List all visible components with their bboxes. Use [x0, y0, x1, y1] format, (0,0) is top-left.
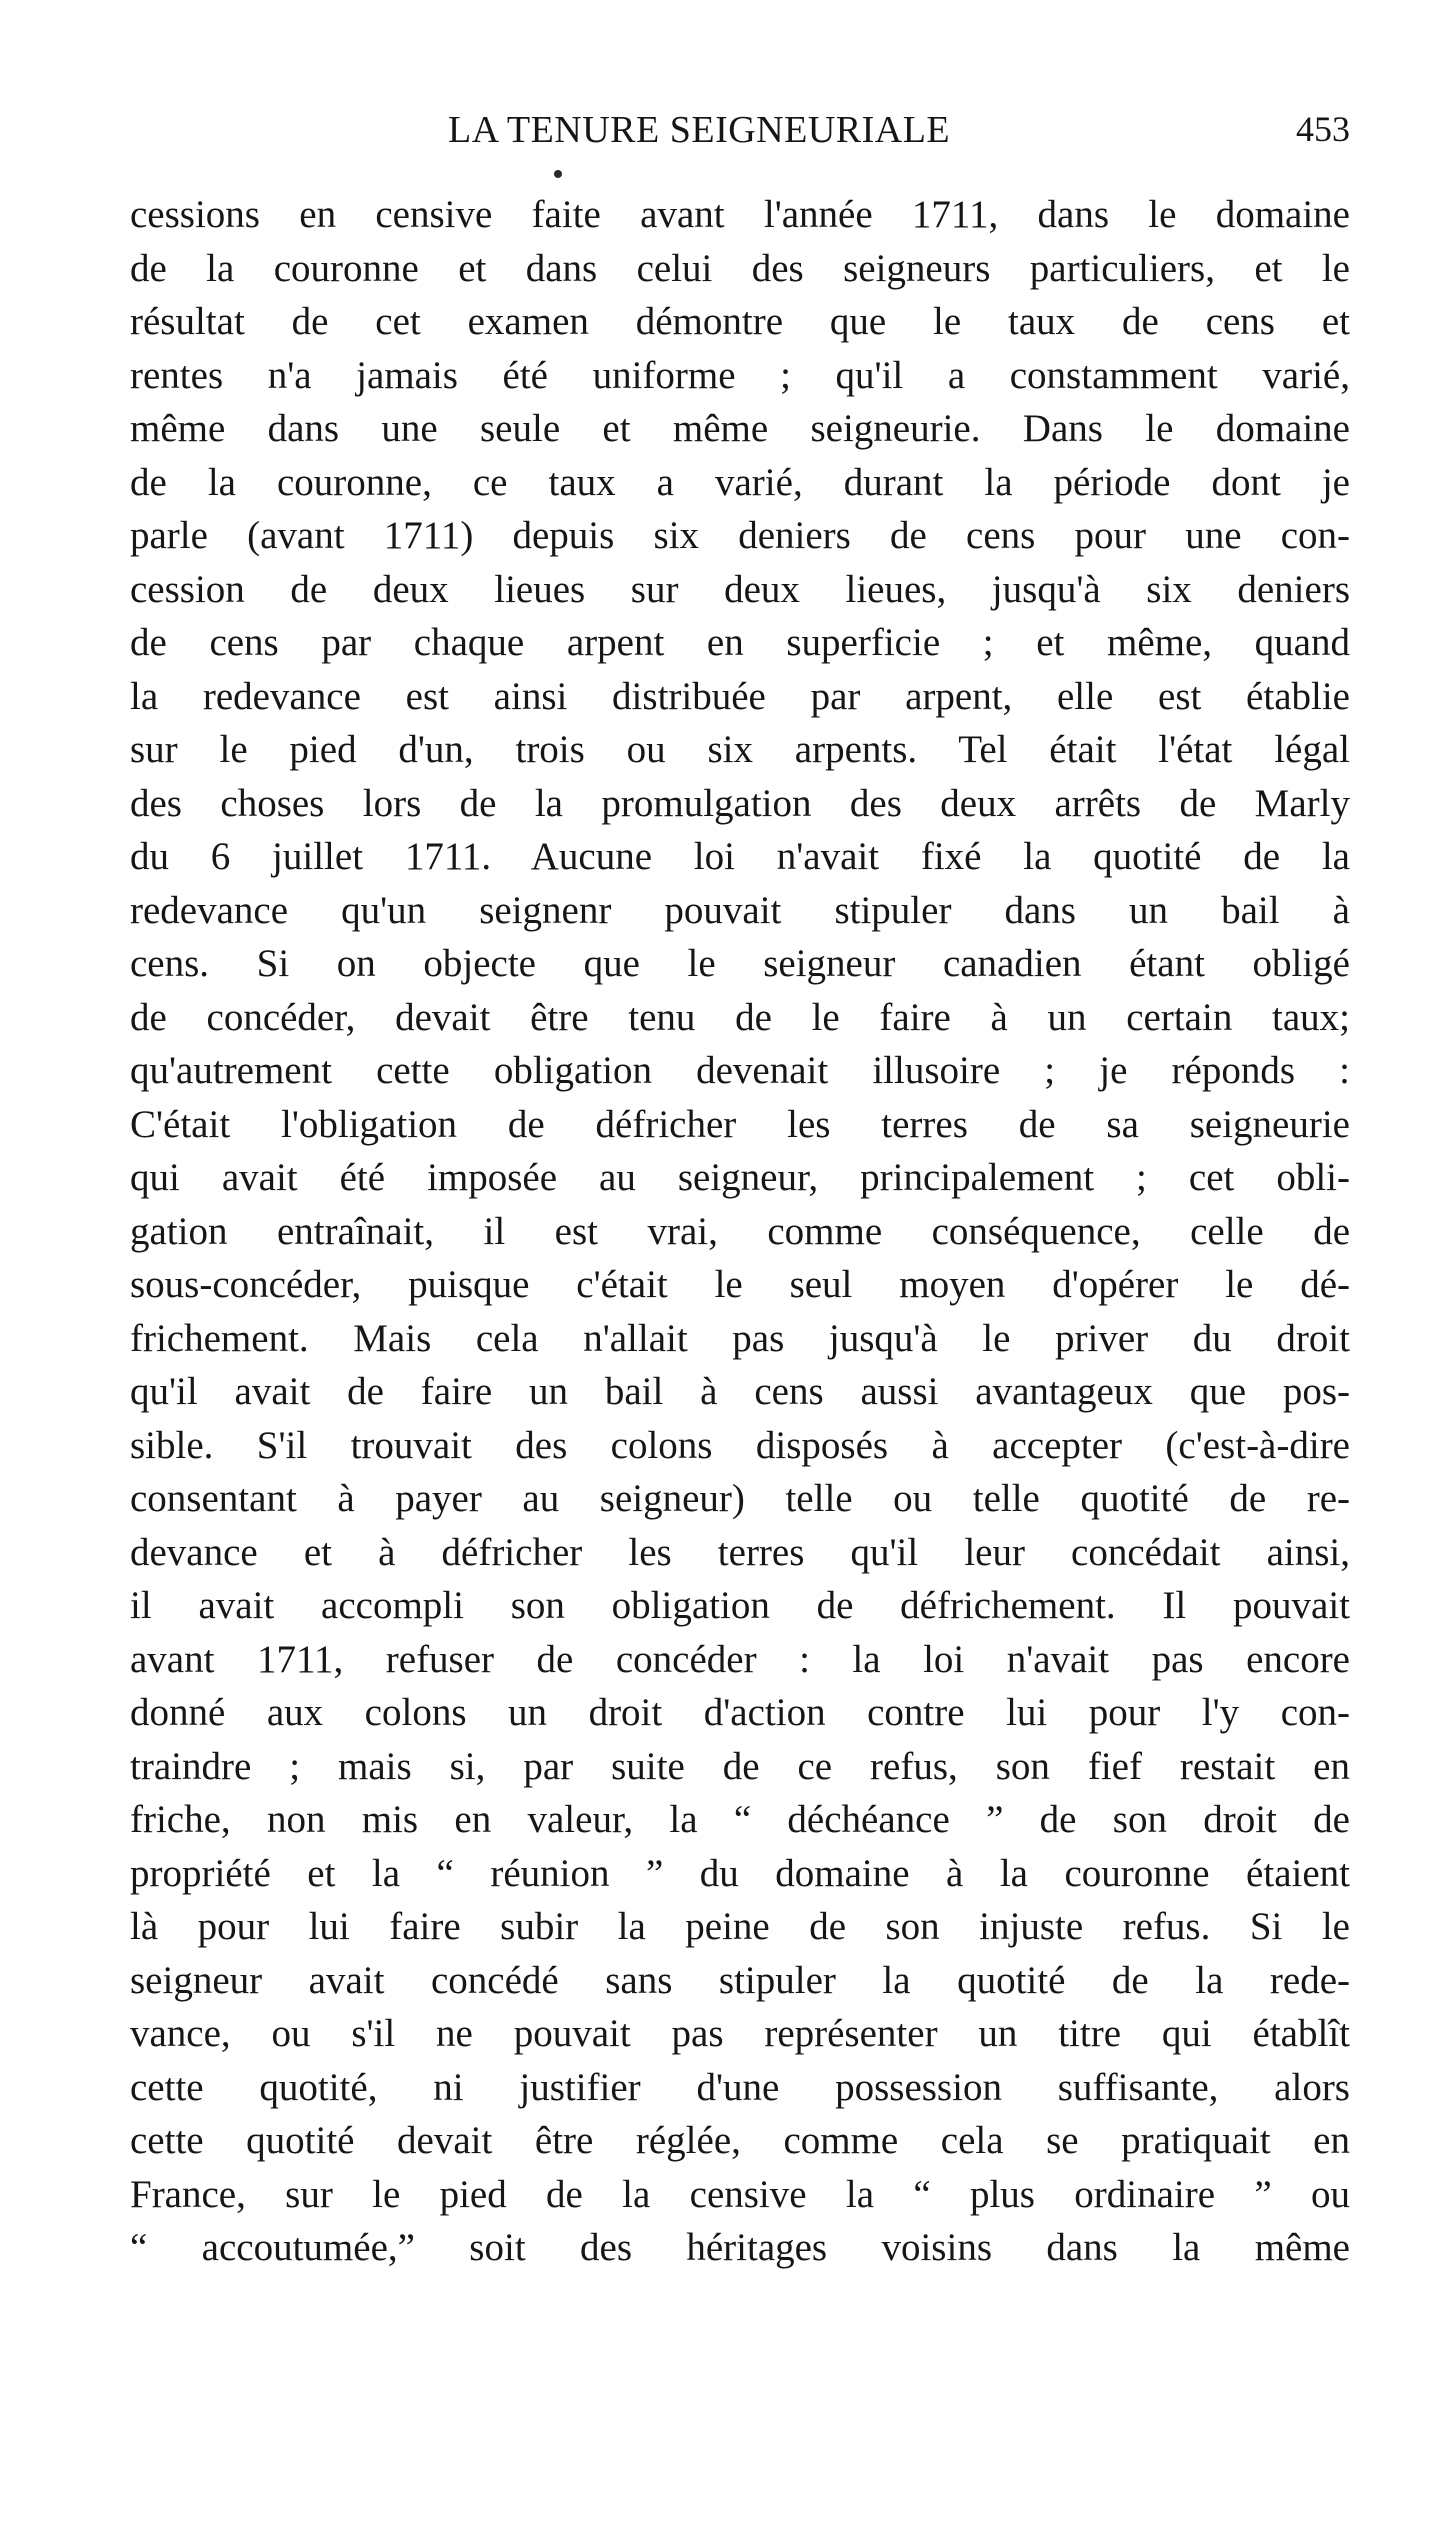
page-number: 453 — [1296, 109, 1350, 149]
text-line: traindre ; mais si, par suite de ce refus, son fief restait en — [130, 1744, 1350, 1788]
text-line: de cens par chaque arpent en superficie ; et même, quand — [130, 621, 1350, 664]
text-line: propriété et la “ réunion ” du domaine à la couronne étaient — [130, 1851, 1350, 1895]
text-line: de concéder, devait être tenu de le faire à un certain taux; — [130, 995, 1350, 1039]
page-header — [130, 108, 1350, 158]
text-line: même dans une seule et même seigneurie. Dans le domaine — [130, 407, 1350, 450]
text-line: la redevance est ainsi distribuée par arpent, elle est établie — [130, 674, 1350, 718]
text-line: France, sur le pied de la censive la “ plus ordinaire ” ou — [130, 2172, 1350, 2216]
text-line: qu'autrement cette obligation devenait illusoire ; je réponds : — [130, 1049, 1350, 1092]
text-line: “ accoutumée,” soit des héritages voisins dans la même — [130, 2226, 1350, 2269]
text-line: parle (avant 1711) depuis six deniers de cens pour une con- — [130, 514, 1350, 557]
text-line: résultat de cet examen démontre que le taux de cens et — [130, 300, 1350, 343]
text-line: donné aux colons un droit d'action contre lui pour l'y con- — [130, 1691, 1350, 1734]
text-line: devance et à défricher les terres qu'il leur concédait ainsi, — [130, 1530, 1350, 1574]
text-line: cette quotité, ni justifier d'une possession suffisante, alors — [130, 2065, 1350, 2109]
running-title: LA TENURE SEIGNEURIALE — [448, 109, 951, 151]
text-line: sible. S'il trouvait des colons disposés à accepter (c'est-à-dire — [130, 1423, 1350, 1467]
text-line: cession de deux lieues sur deux lieues, jusqu'à six deniers — [130, 567, 1350, 611]
text-line: frichement. Mais cela n'allait pas jusqu'à le priver du droit — [130, 1316, 1350, 1360]
text-line: avant 1711, refuser de concéder : la loi n'avait pas encore — [130, 1637, 1350, 1681]
text-line: là pour lui faire subir la peine de son injuste refus. Si le — [130, 1905, 1350, 1948]
text-line: cens. Si on objecte que le seigneur canadien étant obligé — [130, 942, 1350, 985]
text-line: de la couronne, ce taux a varié, durant la période dont je — [130, 460, 1350, 504]
text-line: C'était l'obligation de défricher les terres de sa seigneurie — [130, 1102, 1350, 1146]
text-line: du 6 juillet 1711. Aucune loi n'avait fixé la quotité de la — [130, 835, 1350, 878]
text-line: seigneur avait concédé sans stipuler la quotité de la rede- — [130, 1958, 1350, 2002]
text-line: cessions en censive faite avant l'année 1711, dans le domaine — [130, 193, 1350, 236]
text-line: il avait accompli son obligation de défrichement. Il pouvait — [130, 1584, 1350, 1627]
text-line: qui avait été imposée au seigneur, principalement ; cet obli- — [130, 1156, 1350, 1199]
text-line: gation entraînait, il est vrai, comme conséquence, celle de — [130, 1209, 1350, 1253]
text-line: cette quotité devait être réglée, comme cela se pratiquait en — [130, 2119, 1350, 2162]
text-line: sur le pied d'un, trois ou six arpents. Tel était l'état légal — [130, 728, 1350, 771]
text-line: de la couronne et dans celui des seigneurs particuliers, et le — [130, 246, 1350, 290]
text-line: consentant à payer au seigneur) telle ou telle quotité de re- — [130, 1477, 1350, 1520]
text-line: des choses lors de la promulgation des deux arrêts de Marly — [130, 781, 1350, 825]
text-line: friche, non mis en valeur, la “ déchéance ” de son droit de — [130, 1798, 1350, 1841]
text-line: qu'il avait de faire un bail à cens aussi avantageux que pos- — [130, 1370, 1350, 1413]
text-line: rentes n'a jamais été uniforme ; qu'il a constamment varié, — [130, 353, 1350, 397]
text-line: sous-concéder, puisque c'était le seul moyen d'opérer le dé- — [130, 1263, 1350, 1306]
text-line: redevance qu'un seignenr pouvait stipuler dans un bail à — [130, 888, 1350, 932]
body-text — [130, 188, 1350, 2275]
text-line: vance, ou s'il ne pouvait pas représenter un titre qui établît — [130, 2012, 1350, 2055]
ink-speck — [554, 170, 562, 178]
